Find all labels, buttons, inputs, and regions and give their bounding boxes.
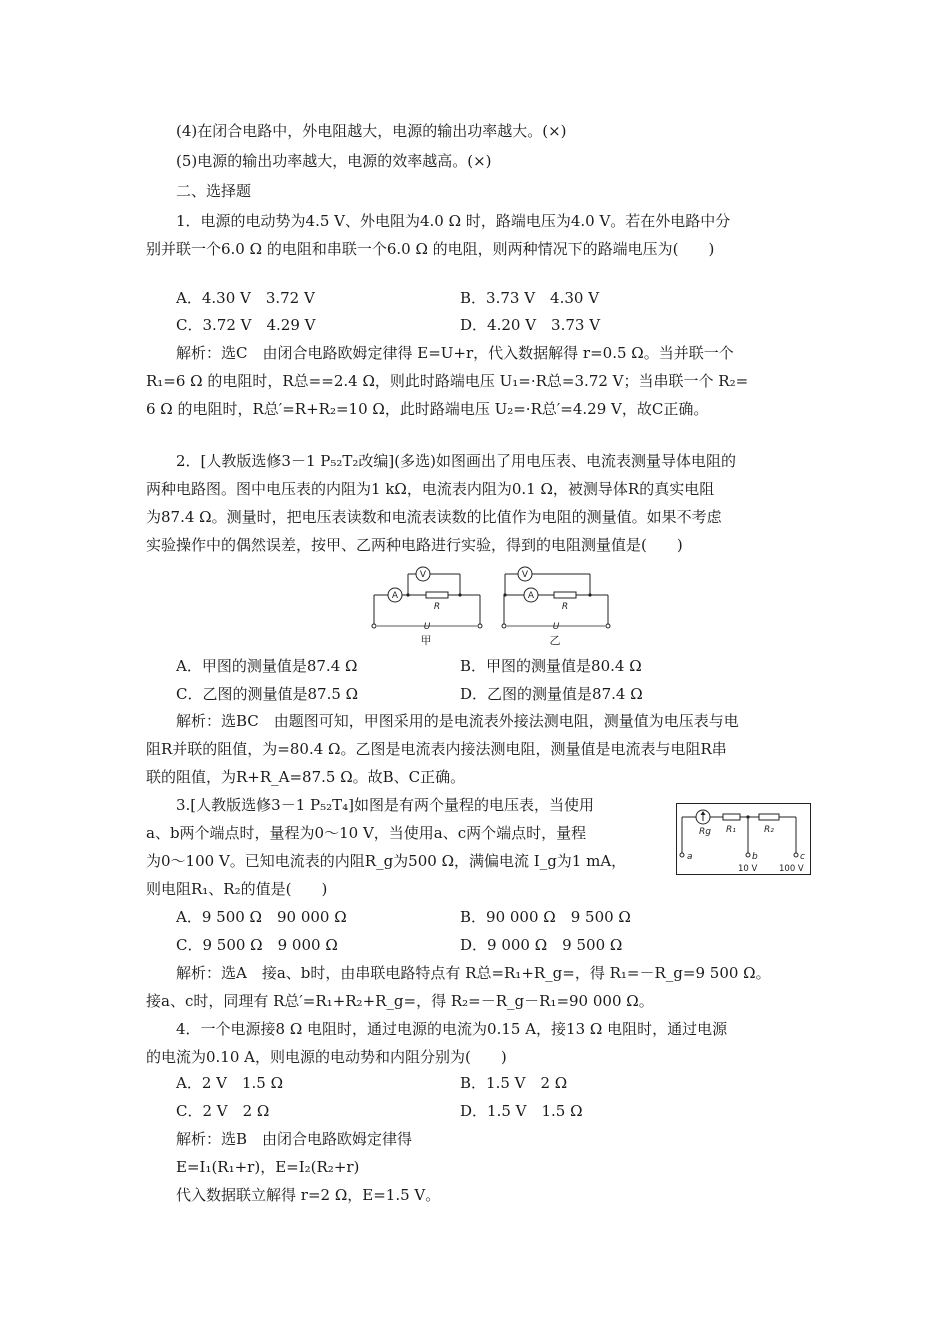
- q2-fig-voltage-label: U: [423, 622, 431, 632]
- q3-option-a: A．9 500 Ω 90 000 Ω: [176, 908, 347, 926]
- q3-fig-terminal-b: b: [752, 852, 758, 862]
- q4-option-c: C．2 V 2 Ω: [176, 1102, 270, 1120]
- q2-fig-ammeter-label: A: [391, 591, 399, 601]
- q4-stem-line: 4．一个电源接8 Ω 电阻时，通过电源的电流为0.15 A，接13 Ω 电阻时，通过电源: [176, 1020, 728, 1038]
- q2-fig-voltmeter-label: V: [521, 570, 529, 580]
- q4-option-a: A．2 V 1.5 Ω: [176, 1074, 284, 1092]
- q4-analysis-line: 解析：选B 由闭合电路欧姆定律得: [176, 1130, 413, 1148]
- q3-fig-range-100v: 100 V: [779, 864, 804, 874]
- q3-fig-terminal-c: c: [800, 852, 805, 862]
- q1-analysis-line: R₁=6 Ω 的电阻时，R总==2.4 Ω，则此时路端电压 U₁=·R总=3.72 V；当串联一个 R₂=: [146, 372, 749, 390]
- q2-option-c: C．乙图的测量值是87.5 Ω: [176, 685, 359, 703]
- q2-circuit-figure: [368, 562, 612, 648]
- q3-option-d: D．9 000 Ω 9 500 Ω: [460, 936, 623, 954]
- q2-analysis-line: 阻R并联的阻值，为=80.4 Ω。乙图是电流表内接法测电阻，测量值是电流表与电阻R串: [146, 740, 727, 758]
- q1-analysis-line: 6 Ω 的电阻时，R总′=R+R₂=10 Ω，此时路端电压 U₂=·R总′=4.29 V，故C正确。: [146, 400, 709, 418]
- q2-fig-voltage-label: U: [552, 622, 560, 632]
- q3-stem-line: 为0～100 V。已知电流表的内阻R_g为500 Ω，满偏电流 I_g为1 mA，: [146, 852, 627, 870]
- q2-fig-resistor-label: R: [561, 602, 569, 612]
- q3-option-c: C．9 500 Ω 9 000 Ω: [176, 936, 338, 954]
- resistor-icon: [554, 592, 576, 598]
- q1-option-d: D．4.20 V 3.73 V: [460, 316, 601, 334]
- q3-analysis-line: 接a、c时，同理有 R总′=R₁+R₂+R_g=，得 R₂=－R_g－R₁=90 000 Ω。: [146, 992, 654, 1010]
- q4-analysis-line: 代入数据联立解得 r=2 Ω，E=1.5 V。: [176, 1186, 441, 1204]
- q4-option-b: B．1.5 V 2 Ω: [460, 1074, 568, 1092]
- q1-option-c: C．3.72 V 4.29 V: [176, 316, 316, 334]
- q3-fig-r2-label: R₂: [764, 825, 774, 835]
- q3-analysis-line: 解析：选A 接a、b时，由串联电路特点有 R总=R₁+R_g=，得 R₁=－R_g=9 500 Ω。: [176, 964, 771, 982]
- q3-stem-line: 3.[人教版选修3－1 P₅₂T₄]如图是有两个量程的电压表，当使用: [176, 796, 595, 814]
- q3-stem-line: a、b两个端点时，量程为0～10 V，当使用a、c两个端点时，量程: [146, 824, 587, 842]
- q1-stem-line: 1．电源的电动势为4.5 V、外电阻为4.0 Ω 时，路端电压为4.0 V。若在外电路中分: [176, 212, 731, 230]
- q3-voltmeter-figure: [676, 803, 811, 875]
- q1-option-a: A．4.30 V 3.72 V: [176, 289, 315, 307]
- q4-stem-line: 的电流为0.10 A，则电源的电动势和内阻分别为( ): [146, 1048, 507, 1066]
- q2-option-d: D．乙图的测量值是87.4 Ω: [460, 685, 643, 703]
- q2-fig-caption-left: 甲: [420, 634, 432, 647]
- resistor-icon: [723, 814, 740, 820]
- q2-option-b: B．甲图的测量值是80.4 Ω: [460, 657, 642, 675]
- q4-option-d: D．1.5 V 1.5 Ω: [460, 1102, 583, 1120]
- q2-option-a: A．甲图的测量值是87.4 Ω: [176, 657, 358, 675]
- q3-fig-rg-label: Rg: [699, 827, 711, 837]
- judge-item-4: (4)在闭合电路中，外电阻越大，电源的输出功率越大。(×): [176, 122, 567, 140]
- q2-stem-line: 两种电路图。图中电压表的内阻为1 kΩ，电流表内阻为0.1 Ω，被测导体R的真实电阻: [146, 480, 715, 498]
- q2-analysis-line: 联的阻值，为R+R_A=87.5 Ω。故B、C正确。: [146, 768, 466, 786]
- q1-option-b: B．3.73 V 4.30 V: [460, 289, 600, 307]
- q2-fig-caption-right: 乙: [549, 634, 561, 647]
- q2-fig-voltmeter-label: V: [419, 570, 427, 580]
- q1-analysis-line: 解析：选C 由闭合电路欧姆定律得 E=U+r，代入数据解得 r=0.5 Ω。当并联一个: [176, 344, 734, 362]
- judge-item-5: (5)电源的输出功率越大，电源的效率越高。(×): [176, 152, 492, 170]
- section-title: 二、选择题: [176, 182, 252, 200]
- q3-stem-line: 则电阻R₁、R₂的值是( ): [146, 880, 328, 898]
- q2-stem-line: 2．[人教版选修3－1 P₅₂T₂改编](多选)如图画出了用电压表、电流表测量导体电阻的: [176, 452, 736, 470]
- q3-fig-terminal-a: a: [687, 852, 693, 862]
- q2-fig-resistor-label: R: [433, 602, 441, 612]
- q4-analysis-line: E=I₁(R₁+r)，E=I₂(R₂+r): [176, 1158, 360, 1176]
- resistor-icon: [426, 592, 448, 598]
- q3-fig-r1-label: R₁: [726, 825, 736, 835]
- q1-stem-line: 别并联一个6.0 Ω 的电阻和串联一个6.0 Ω 的电阻，则两种情况下的路端电压为( ): [146, 240, 715, 258]
- q2-stem-line: 为87.4 Ω。测量时，把电压表读数和电流表读数的比值作为电阻的测量值。如果不考虑: [146, 508, 722, 526]
- q2-stem-line: 实验操作中的偶然误差，按甲、乙两种电路进行实验，得到的电阻测量值是( ): [146, 536, 683, 554]
- q3-fig-range-10v: 10 V: [738, 864, 758, 874]
- q3-option-b: B．90 000 Ω 9 500 Ω: [460, 908, 631, 926]
- resistor-icon: [759, 814, 779, 820]
- q2-analysis-line: 解析：选BC 由题图可知，甲图采用的是电流表外接法测电阻，测量值为电压表与电: [176, 712, 739, 730]
- q2-fig-ammeter-label: A: [527, 591, 535, 601]
